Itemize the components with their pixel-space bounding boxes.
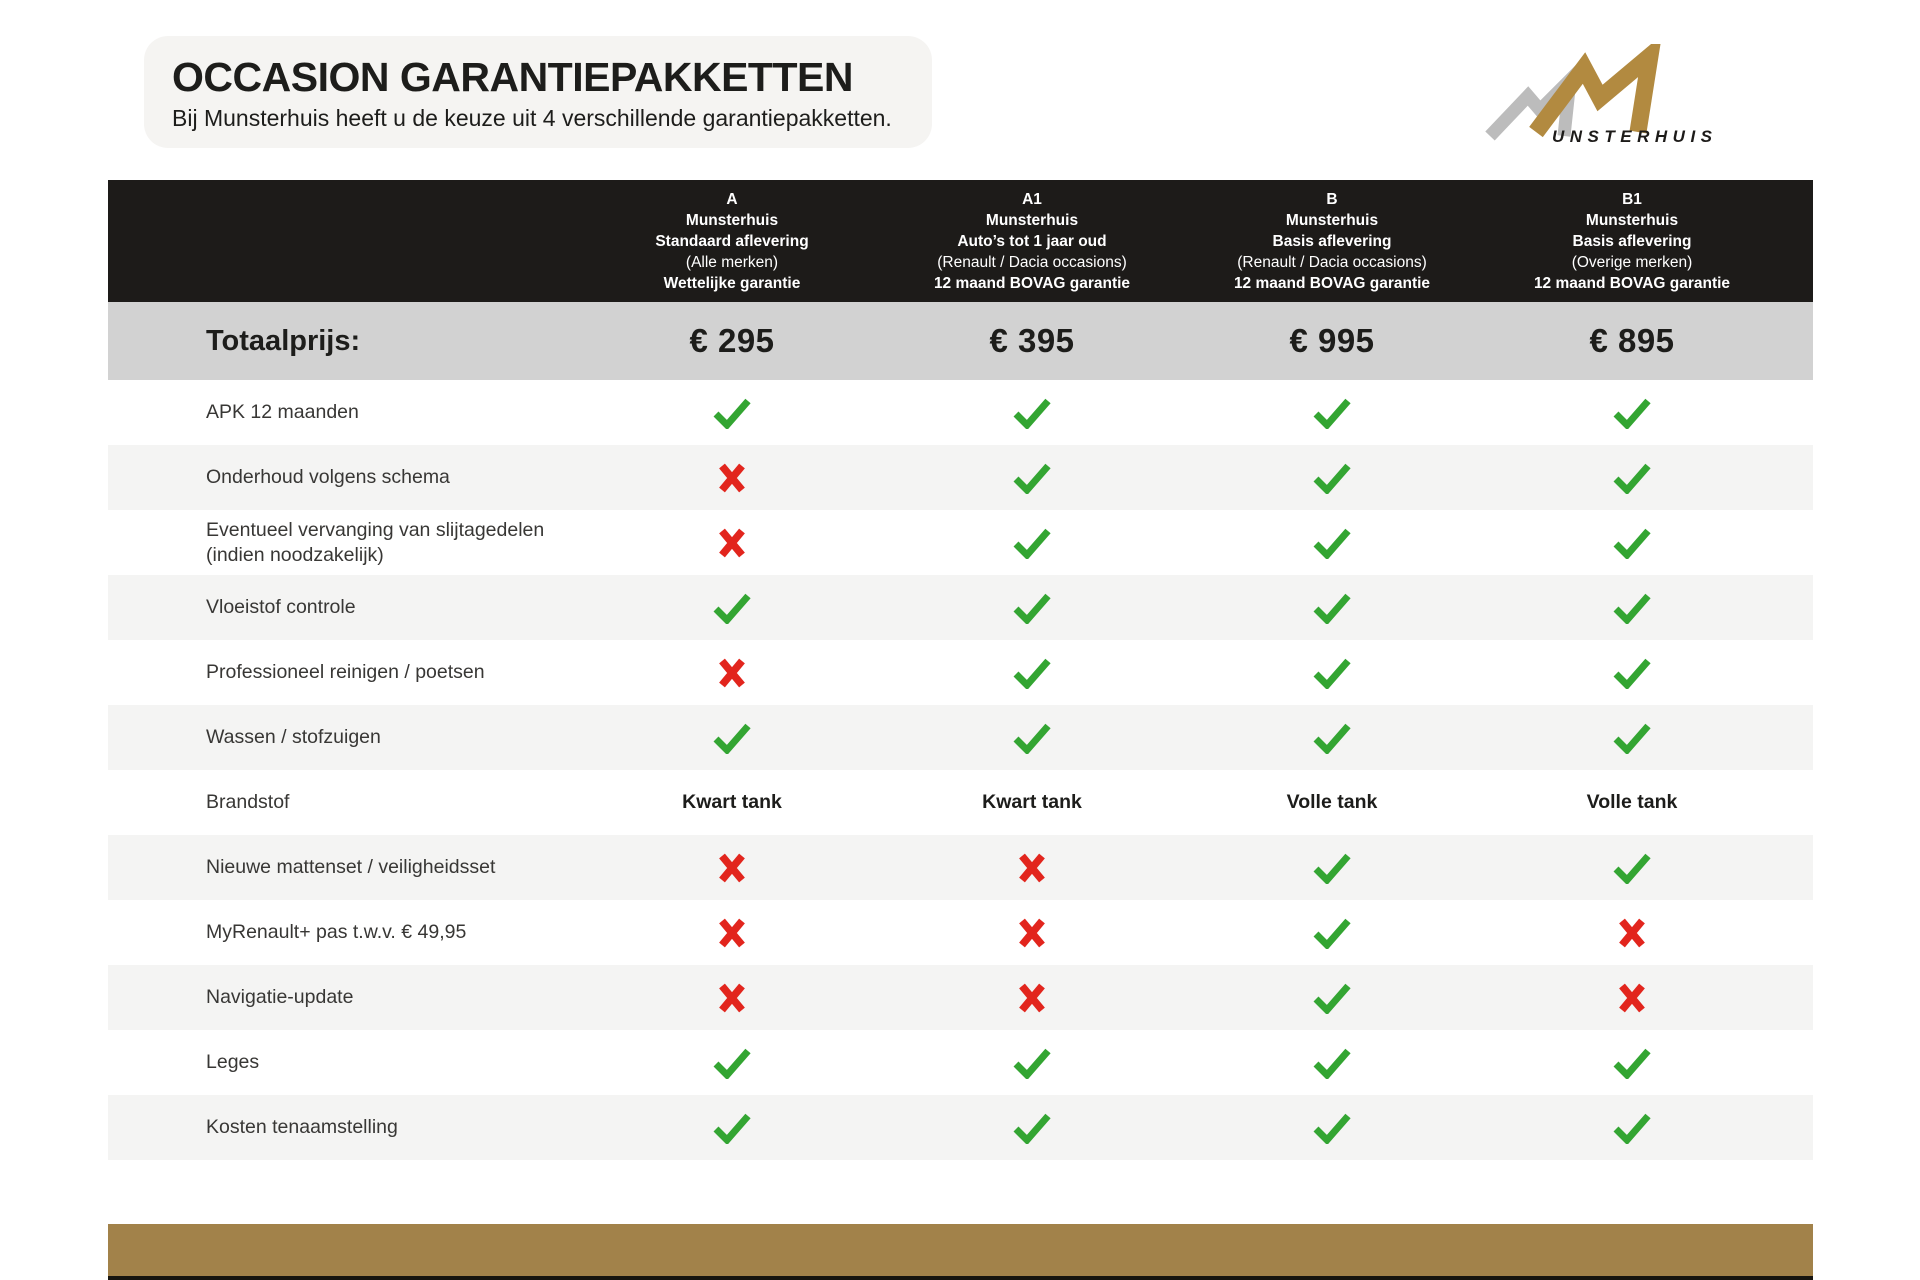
package-code: A1 [1022, 190, 1042, 208]
footer-edge-line [108, 1276, 1813, 1280]
feature-label: Professioneel reinigen / poetsen [206, 661, 485, 683]
feature-cell [1482, 983, 1782, 1013]
feature-label: Onderhoud volgens schema [206, 466, 450, 488]
feature-cell [882, 592, 1182, 624]
package-guarantee: 12 maand BOVAG garantie [933, 274, 1131, 292]
feature-cell [1182, 791, 1482, 814]
feature-label: MyRenault+ pas t.w.v. € 49,95 [206, 921, 467, 943]
feature-cell [882, 397, 1182, 429]
feature-cell [582, 983, 882, 1013]
feature-cell [882, 918, 1182, 948]
feature-cell [882, 853, 1182, 883]
feature-cell [1182, 917, 1482, 949]
feature-label: APK 12 maanden [206, 401, 359, 423]
package-header-b1 [1482, 189, 1782, 294]
check-icon [712, 722, 752, 754]
feature-label: Leges [206, 1051, 260, 1073]
check-icon [1012, 657, 1052, 689]
package-brand: Munsterhuis [685, 211, 779, 229]
feature-cell [582, 853, 882, 883]
feature-cell [582, 592, 882, 624]
package-brand: Munsterhuis [1285, 211, 1379, 229]
feature-cell [1182, 592, 1482, 624]
feature-cell [582, 722, 882, 754]
table-row [108, 1030, 1813, 1095]
table-header-row [108, 180, 1813, 302]
munsterhuis-logo [1478, 44, 1738, 154]
feature-cell-text: Volle tank [1286, 791, 1378, 813]
package-brand: Munsterhuis [1585, 211, 1679, 229]
price-value: € 895 [1589, 322, 1675, 359]
feature-cell [1482, 791, 1782, 814]
feature-cell [1182, 722, 1482, 754]
package-code: B1 [1622, 190, 1642, 208]
check-icon [1612, 852, 1652, 884]
total-price-row [108, 302, 1813, 380]
feature-cell [582, 1047, 882, 1079]
feature-cell [582, 918, 882, 948]
package-code: A [726, 190, 738, 208]
feature-cell [582, 463, 882, 493]
check-icon [1312, 657, 1352, 689]
check-icon [1012, 1047, 1052, 1079]
price-row-label: Totaalprijs: [206, 324, 361, 357]
feature-cell [882, 527, 1182, 559]
table-row [108, 900, 1813, 965]
table-row [108, 380, 1813, 445]
check-icon [1312, 917, 1352, 949]
package-guarantee: Wettelijke garantie [663, 274, 801, 292]
warranty-comparison-table [108, 180, 1813, 1160]
feature-cell [1482, 527, 1782, 559]
check-icon [712, 592, 752, 624]
cross-icon [1018, 983, 1046, 1013]
check-icon [1312, 1112, 1352, 1144]
feature-cell [582, 658, 882, 688]
package-name: Basis aflevering [1272, 232, 1392, 250]
check-icon [1012, 397, 1052, 429]
check-icon [1612, 397, 1652, 429]
package-code: B [1326, 190, 1338, 208]
feature-label: Nieuwe mattenset / veiligheidsset [206, 856, 496, 878]
package-scope: (Renault / Dacia occasions) [937, 253, 1127, 271]
feature-label: Brandstof [206, 791, 290, 813]
feature-cell [1482, 918, 1782, 948]
check-icon [1312, 852, 1352, 884]
price-value: € 395 [989, 322, 1075, 359]
table-row [108, 835, 1813, 900]
table-row [108, 575, 1813, 640]
feature-cell [1182, 397, 1482, 429]
feature-cell [882, 1047, 1182, 1079]
feature-cell [582, 1112, 882, 1144]
cross-icon [1618, 983, 1646, 1013]
cross-icon [718, 853, 746, 883]
check-icon [1612, 722, 1652, 754]
cross-icon [1018, 918, 1046, 948]
package-brand: Munsterhuis [985, 211, 1079, 229]
feature-label: Navigatie-update [206, 986, 354, 1008]
total-price-a1 [882, 322, 1182, 360]
feature-cell [1182, 1112, 1482, 1144]
check-icon [1012, 592, 1052, 624]
price-value: € 995 [1289, 322, 1375, 359]
check-icon [1012, 722, 1052, 754]
cross-icon [718, 983, 746, 1013]
feature-cell [882, 722, 1182, 754]
feature-cell [1482, 462, 1782, 494]
check-icon [1312, 722, 1352, 754]
check-icon [1612, 657, 1652, 689]
package-guarantee: 12 maand BOVAG garantie [1233, 274, 1431, 292]
package-scope: (Renault / Dacia occasions) [1237, 253, 1427, 271]
feature-cell-text: Kwart tank [982, 791, 1082, 813]
package-scope: (Overige merken) [1571, 253, 1693, 271]
check-icon [1612, 1112, 1652, 1144]
package-scope: (Alle merken) [685, 253, 779, 271]
total-price-a [582, 322, 882, 360]
table-row [108, 510, 1813, 575]
feature-cell [1482, 852, 1782, 884]
feature-cell [1482, 1112, 1782, 1144]
feature-label: Kosten tenaamstelling [206, 1116, 398, 1138]
check-icon [1612, 1047, 1652, 1079]
check-icon [1312, 982, 1352, 1014]
check-icon [712, 1047, 752, 1079]
table-row [108, 1095, 1813, 1160]
cross-icon [718, 918, 746, 948]
page-title: OCCASION GARANTIEPAKKETTEN [172, 54, 853, 100]
check-icon [1312, 1047, 1352, 1079]
total-price-b [1182, 322, 1482, 360]
package-header-a1 [882, 189, 1182, 294]
price-value: € 295 [689, 322, 775, 359]
logo-text: UNSTERHUIS [1552, 127, 1718, 146]
feature-cell [1482, 722, 1782, 754]
check-icon [1012, 462, 1052, 494]
check-icon [1312, 592, 1352, 624]
table-row [108, 640, 1813, 705]
check-icon [1612, 462, 1652, 494]
package-name: Basis aflevering [1572, 232, 1692, 250]
feature-cell [1182, 657, 1482, 689]
feature-rows [108, 380, 1813, 1160]
cross-icon [1018, 853, 1046, 883]
feature-label: Vloeistof controle [206, 596, 356, 618]
cross-icon [1618, 918, 1646, 948]
feature-cell [582, 528, 882, 558]
feature-cell [882, 791, 1182, 814]
feature-cell [1482, 592, 1782, 624]
feature-label: Wassen / stofzuigen [206, 726, 381, 748]
cross-icon [718, 463, 746, 493]
check-icon [1012, 527, 1052, 559]
check-icon [712, 397, 752, 429]
table-row [108, 770, 1813, 835]
feature-cell [1182, 982, 1482, 1014]
package-header-a [582, 189, 882, 294]
table-row [108, 965, 1813, 1030]
feature-cell [1482, 1047, 1782, 1079]
feature-cell-text: Volle tank [1586, 791, 1678, 813]
feature-cell [882, 657, 1182, 689]
feature-cell [1182, 527, 1482, 559]
check-icon [1612, 527, 1652, 559]
check-icon [1012, 1112, 1052, 1144]
intro-box [144, 36, 932, 148]
feature-cell [1482, 657, 1782, 689]
feature-label: Eventueel vervanging van slijtagedelen (indien noodzakelijk) [206, 518, 545, 566]
feature-cell [882, 462, 1182, 494]
feature-cell-text: Kwart tank [682, 791, 782, 813]
check-icon [1312, 462, 1352, 494]
feature-cell [582, 397, 882, 429]
feature-cell [1182, 852, 1482, 884]
check-icon [712, 1112, 752, 1144]
total-price-b1 [1482, 322, 1782, 360]
table-row [108, 445, 1813, 510]
page-subtitle: Bij Munsterhuis heeft u de keuze uit 4 verschillende garantiepakketten. [172, 105, 892, 131]
package-header-b [1182, 189, 1482, 294]
feature-cell [1182, 462, 1482, 494]
feature-cell [1482, 397, 1782, 429]
package-guarantee: 12 maand BOVAG garantie [1533, 274, 1731, 292]
feature-cell [582, 791, 882, 814]
cross-icon [718, 528, 746, 558]
check-icon [1312, 527, 1352, 559]
check-icon [1312, 397, 1352, 429]
feature-cell [882, 1112, 1182, 1144]
cross-icon [718, 658, 746, 688]
munsterhuis-logo-icon [1478, 44, 1738, 154]
check-icon [1612, 592, 1652, 624]
gold-footer-bar [108, 1224, 1813, 1276]
feature-cell [1182, 1047, 1482, 1079]
package-name: Auto’s tot 1 jaar oud [957, 232, 1107, 250]
feature-cell [882, 983, 1182, 1013]
table-row [108, 705, 1813, 770]
package-name: Standaard aflevering [655, 232, 809, 250]
